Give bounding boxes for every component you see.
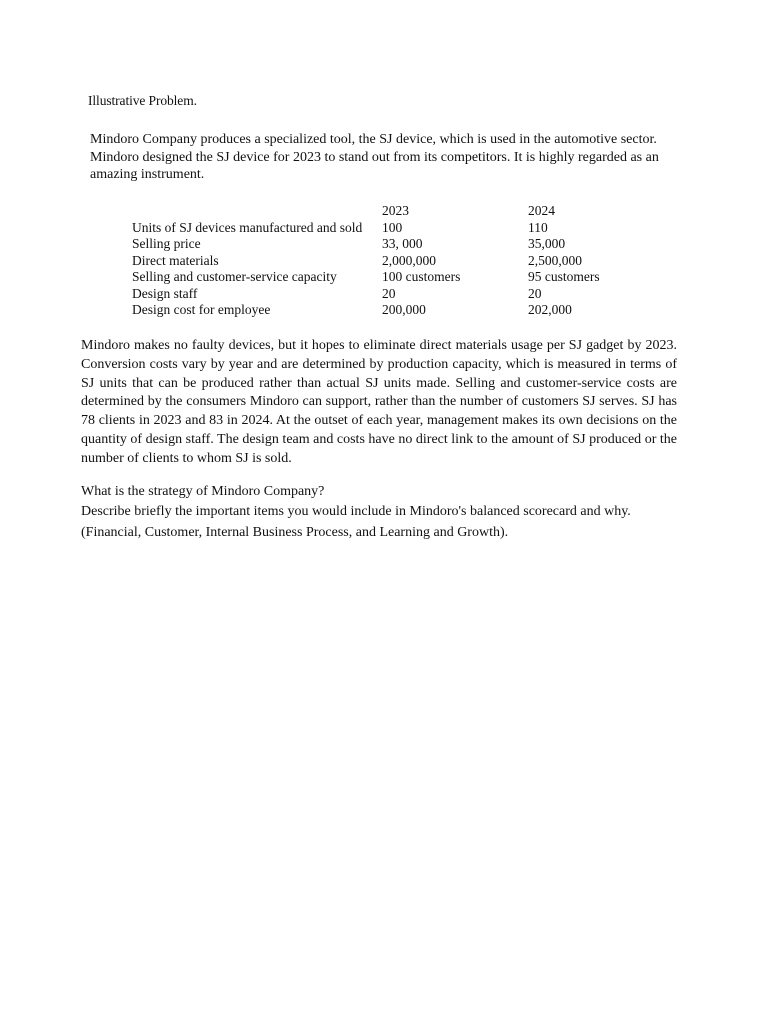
value-2023: 2,000,000 (382, 252, 436, 268)
table-header-cell: 2023 (382, 203, 409, 218)
row-label: Design staff (132, 285, 198, 301)
value-2024: 202,000 (528, 302, 572, 317)
row-label: Selling and customer-service capacity (132, 269, 337, 284)
row-label: Units of SJ devices manufactured and sold (132, 219, 363, 235)
table-row (132, 286, 648, 303)
table-row (132, 302, 648, 319)
body-paragraph: Mindoro makes no faulty devices, but it hopes to eliminate direct materials usage per SJ gadget by 2023. Conversion costs vary by year and are determined by production capacity, which is measured in terms of SJ units that can be produced rather than actual SJ units made. Selling and customer-service costs are determined by the consumers Mindoro can support, rather than the number of customers SJ serves. SJ has 78 clients in 2023 and 83 in 2024. At the outset of each year, management makes its own decisions on the quantity of design staff. The design team and costs have no direct link to the amount of SJ produced or the number of clients to whom SJ is sold. (81, 338, 677, 466)
row-label: Direct materials (132, 252, 219, 268)
value-2023: 20 (382, 285, 396, 301)
table-row (132, 269, 648, 286)
value-2023: 100 (382, 219, 403, 235)
value-2023: 100 customers (382, 269, 461, 284)
table-row (132, 253, 648, 270)
question-scorecard: Describe briefly the important items you would include in Mindoro's balanced scorecard and why. (81, 504, 631, 519)
value-2023: 33, 000 (382, 236, 423, 251)
value-2023: 200,000 (382, 302, 426, 317)
question-strategy: What is the strategy of Mindoro Company? (81, 484, 325, 499)
problem-heading: Illustrative Problem. (88, 93, 197, 108)
value-2024: 2,500,000 (528, 252, 582, 268)
table-row (132, 236, 648, 253)
table-header-row (132, 203, 648, 220)
table-header-cell (132, 203, 382, 220)
question-perspectives: (Financial, Customer, Internal Business Process, and Learning and Growth). (81, 525, 509, 540)
value-2024: 110 (528, 219, 548, 235)
table-header-cell: 2024 (528, 203, 555, 218)
data-table (132, 203, 648, 319)
value-2024: 35,000 (528, 236, 566, 251)
table-row (132, 220, 648, 237)
row-label: Design cost for employee (132, 302, 271, 317)
value-2024: 20 (528, 285, 542, 301)
row-label: Selling price (132, 236, 201, 251)
value-2024: 95 customers (528, 269, 600, 284)
intro-paragraph: Mindoro Company produces a specialized tool, the SJ device, which is used in the automotive sector. Mindoro designed the SJ device for 2023 to stand out from its competitors. It is highly regarded as an amazing instrument. (90, 132, 659, 182)
